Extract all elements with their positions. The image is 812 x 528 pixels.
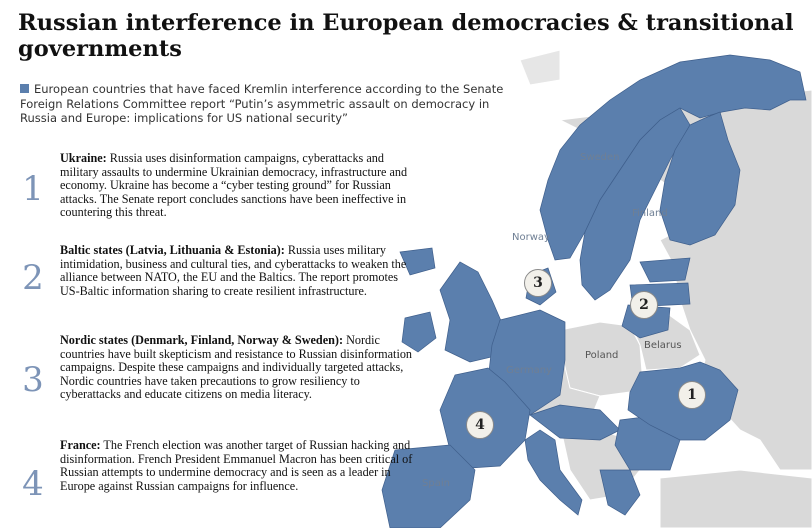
item-body: Russia uses military intimidation, business and cultural ties, and cyberattacks to weaken the alliance between NATO, the EU and the Baltics. The report promotes US-Baltic information sharing to create resilient infrastructure. (60, 243, 407, 298)
country-label-poland: Poland (585, 350, 619, 361)
country-label-sweden: Sweden (580, 152, 620, 163)
item-number: 2 (22, 258, 44, 298)
item-number: 1 (22, 169, 44, 209)
item-body: Russia uses disinformation campaigns, cyberattacks and military assaults to undermine Ukrainian democracy, infrastructure and economy. Ukraine has become a “cyber testing ground” for Russian attacks. The Senate report concludes sanctions have been ineffective in countering this threat. (60, 151, 408, 220)
land-estonia (640, 258, 690, 282)
country-label-finland: Finland (632, 208, 668, 219)
item-number: 3 (22, 360, 44, 400)
map-marker-nordic-states[interactable]: 3 (524, 269, 552, 297)
item-number: 4 (22, 464, 44, 504)
map-marker-france[interactable]: 4 (466, 411, 494, 439)
legend-subtitle (20, 82, 520, 126)
item-heading: Ukraine: (60, 151, 107, 165)
map-marker-baltic-states[interactable]: 2 (630, 291, 658, 319)
item-text (60, 439, 415, 493)
item-text (60, 244, 415, 298)
map-marker-ukraine[interactable]: 1 (678, 381, 706, 409)
land-turkey (660, 470, 812, 528)
item-body: Nordic countries have built skepticism and resistance to Russian disinformation campaigns. Despite these campaigns and individually targeted attacks, Nordic countries have taken precautions to grow resiliency to cyberattacks and educate citizens on media literacy. (60, 333, 413, 402)
item-heading: Nordic states (Denmark, Finland, Norway & Sweden): (60, 333, 344, 347)
country-label-belarus: Belarus (644, 340, 682, 351)
item-text (60, 152, 415, 220)
legend-text: European countries that have faced Kremlin interference according to the Senate Foreign Relations Committee report “Putin’s asymmetric assault on democracy in Russia and Europe: implications for US national security” (20, 82, 504, 125)
country-label-norway: Norway (512, 232, 550, 243)
item-body: The French election was another target of Russian hacking and disinformation. French President Emmanuel Macron has been critical of Russian attempts to undermine democracy and is seen as a leader in Europe against Russian campaigns for influence. (60, 438, 413, 493)
country-label-germany: Germany (506, 365, 552, 376)
item-heading: Baltic states (Latvia, Lithuania & Estonia): (60, 243, 285, 257)
item-text (60, 334, 415, 402)
item-heading: France: (60, 438, 101, 452)
country-label-spain: Spain (422, 478, 450, 489)
page-title: Russian interference in European democracies & transitional governments (18, 10, 794, 62)
legend-swatch (20, 84, 29, 93)
